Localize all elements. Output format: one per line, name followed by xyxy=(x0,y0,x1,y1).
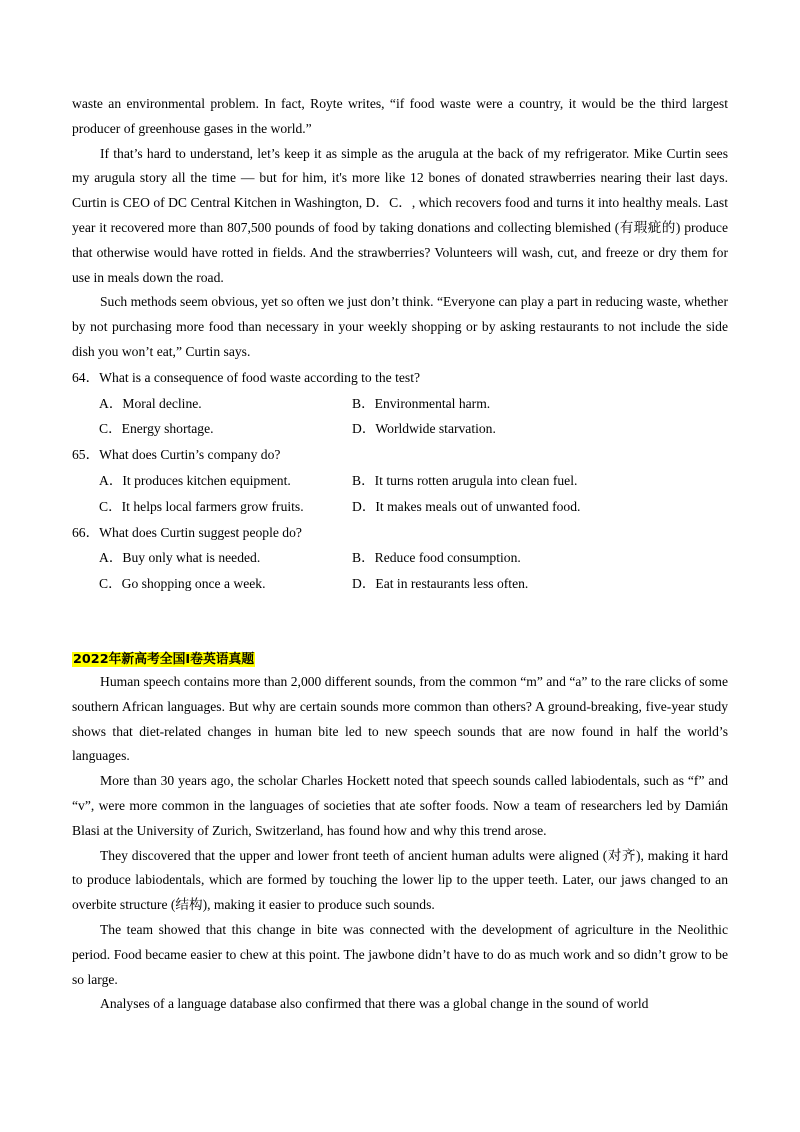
option-d: D．Eat in restaurants less often. xyxy=(352,576,529,592)
option-b: B．It turns rotten arugula into clean fuel. xyxy=(352,472,578,488)
paragraph: The team showed that this change in bite was connected with the development of agriculture in the Neolithic period. Food became easier to chew at this point. The jawbone didn’t have to do as much work and so didn’t grow to be so large. xyxy=(72,921,728,987)
document-page xyxy=(72,92,728,1017)
question-stem: 65．What does Curtin’s company do? xyxy=(72,447,281,463)
question-64 xyxy=(72,365,728,442)
paragraph: They discovered that the upper and lower front teeth of ancient human adults were aligned (对齐), making it hard to produce labiodentals, which are formed by touching the lower lip to the upper teeth. Later, our jaws changed to an overbite structure (结构), making it easier to produce such sounds. xyxy=(72,847,728,913)
option-a: A．Buy only what is needed. xyxy=(99,550,261,566)
paragraph: Analyses of a language database also confirmed that there was a global change in the sound of world xyxy=(100,996,649,1012)
section-spacer xyxy=(72,597,728,648)
option-b: B．Environmental harm. xyxy=(352,395,491,411)
answer-options xyxy=(72,545,728,597)
paragraph: More than 30 years ago, the scholar Charles Hockett noted that speech sounds called labiodentals, such as “f” and “v”, were more common in the languages of societies that ate softer foods. Now a team of researchers led by Damián Blasi at the University of Zurich, Switzerland, has found how and why this trend arose. xyxy=(72,773,728,838)
answer-options xyxy=(72,391,728,443)
paragraph: waste an environmental problem. In fact, Royte writes, “if food waste were a country, it would be the third largest producer of greenhouse gases in the world.” xyxy=(72,96,728,136)
option-c: C．It helps local farmers grow fruits. xyxy=(99,498,304,514)
paragraph: Such methods seem obvious, yet so often we just don’t think. “Everyone can play a part in reducing waste, whether by not purchasing more food than necessary in your weekly shopping or by asking restaurants to not include the side dish you won’t eat,” Curtin says. xyxy=(72,294,728,359)
highlighted-section-title: 2022年新高考全国I卷英语真题 xyxy=(73,651,255,667)
question-stem: 66．What does Curtin suggest people do? xyxy=(72,524,302,540)
paragraph: Human speech contains more than 2,000 different sounds, from the common “m” and “a” to the rare clicks of some southern African languages. But why are certain sounds more common than others? A ground-breaking, five-year study shows that diet-related changes in human bite led to new speech sounds that are now found in half the world’s languages. xyxy=(72,673,728,764)
question-stem: 64．What is a consequence of food waste according to the test? xyxy=(72,369,421,385)
option-a: A．Moral decline. xyxy=(99,395,202,411)
option-d: D．Worldwide starvation. xyxy=(352,421,496,437)
option-b: B．Reduce food consumption. xyxy=(352,550,521,566)
option-c: C．Energy shortage. xyxy=(99,421,214,437)
paragraph: If that’s hard to understand, let’s keep it as simple as the arugula at the back of my refrigerator. Mike Curtin sees my arugula story all the time — but for him, it's more like 12 bones of donated strawberries nearing their last days. Curtin is CEO of DC Central Kitchen in Washington, D．C．, which recovers food and turns it into healthy meals. Last year it recovered more than 807,500 pounds of food by taking donations and collecting blemished (有瑕疵的) produce that otherwise would have rotted in fields. And the strawberries? Volunteers will wash, cut, and freeze or dry them for use in meals down the road. xyxy=(72,145,728,285)
passage-speech-sounds xyxy=(72,670,728,1017)
option-d: D．It makes meals out of unwanted food. xyxy=(352,498,581,514)
option-c: C．Go shopping once a week. xyxy=(99,576,266,592)
section-heading xyxy=(72,648,728,670)
passage-food-waste xyxy=(72,92,728,365)
question-65 xyxy=(72,442,728,519)
question-66 xyxy=(72,520,728,597)
answer-options xyxy=(72,468,728,520)
option-a: A．It produces kitchen equipment. xyxy=(99,472,291,488)
